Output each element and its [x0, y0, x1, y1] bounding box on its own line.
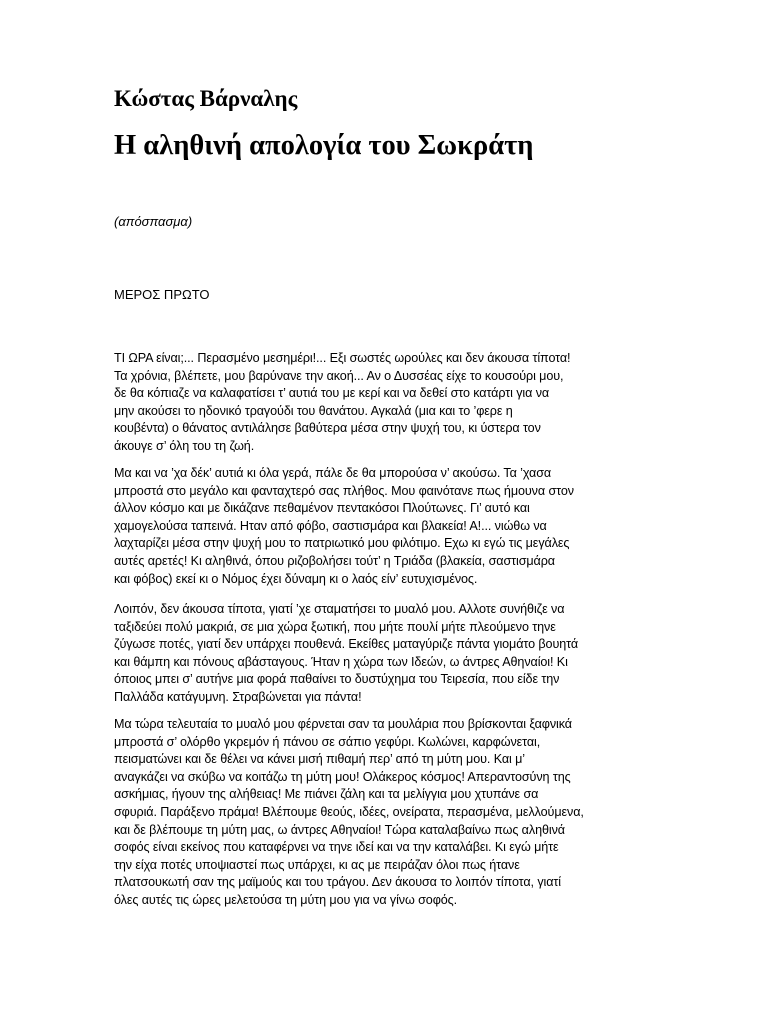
text-line: πλατσουκωτή σαν της μαϊμούς και του τράγου. Δεν άκουσα το λοιπόν τίποτα, γιατί [114, 875, 561, 890]
text-line: ασκήμιας, ήγουν της αλήθειας! Με πιάνει ζάλη και τα μελίγγια μου χτυπάνε σα [114, 787, 539, 802]
document-title: Η αληθινή απολογία του Σωκράτη [114, 130, 534, 161]
text-line: σφυριά. Παράξενο πράμα! Βλέπουμε θεούς, ιδέες, ονείρατα, περασμένα, μελλούμενα, [114, 804, 584, 819]
text-line: όλες αυτές τις ώρες μελετούσα τη μύτη μου για να γίνω σοφός. [114, 892, 458, 907]
paragraph-2 [114, 465, 664, 588]
text-line: Λοιπόν, δεν άκουσα τίποτα, γιατί ’χε σταματήσει το μυαλό μου. Αλλοτε συνήθιζε να [114, 602, 565, 616]
document-subtitle: (απόσπασμα) [114, 214, 193, 229]
text-line: ταξιδεύει πολύ μακριά, σε μια χώρα ξωτική, που μήτε πουλί μήτε πλεούμενο τηνε [114, 619, 556, 634]
text-line: άλλον κόσμο και με δικάζανε πεθαμένον πεντακόσοι Πλούτωνες. Γι’ αυτό και [114, 501, 530, 516]
text-line: και θάμπη και πόνους αβάσταγους. Ήταν η χώρα των Ιδεών, ω άντρες Αθηναίοι! Κι [114, 654, 568, 669]
text-line: ΤΙ ΩΡΑ είναι;... Περασμένο μεσημέρι!... Εξι σωστές ωρούλες και δεν άκουσα τίποτα! [114, 351, 571, 365]
text-line: μην ακούσει το ηδονικό τραγούδι του θανάτου. Αγκαλά (μια και το ’φερε η [114, 403, 513, 418]
paragraph-1 [114, 350, 664, 456]
text-line: πεισματώνει και δε θέλει να κάνει μισή πιθαμή περ’ από τη μύτη μου. Και μ’ [114, 752, 525, 767]
text-line: και δε βλέπουμε τη μύτη μας, ω άντρες Αθηναίοι! Τώρα καταλαβαίνω πως αληθινά [114, 822, 565, 837]
text-line: χαμογελούσα ταπεινά. Ηταν από φόβο, σαστισμάρα και βλακεία! Α!... νιώθω να [114, 518, 547, 533]
text-line: Παλλάδα κατάγυμνη. Στραβώνεται για πάντα! [114, 689, 362, 704]
text-line: μπροστά στο μεγάλο και φανταχτερό σας πλήθος. Μου φαινότανε πως ήμουνα στον [114, 483, 574, 498]
text-line: άκουγε σ’ όλη του τη ζωή. [114, 438, 255, 453]
text-line: Μα τώρα τελευταία το μυαλό μου φέρνεται σαν τα μουλάρια που βρίσκονται ξαφνικά [114, 717, 572, 731]
text-line: αναγκάζει να σκύβω να κοιτάζω τη μύτη μου! Ολάκερος κόσμος! Απεραντοσύνη της [114, 769, 571, 784]
section-heading: ΜΕΡΟΣ ΠΡΩΤΟ [114, 287, 210, 302]
text-line: όποιος μπει σ’ αυτήνε μια φορά παθαίνει το δυστύχημα του Τειρεσία, που είδε την [114, 672, 560, 687]
paragraph-3 [114, 601, 664, 707]
text-line: Τα χρόνια, βλέπετε, μου βαρύνανε την ακοή... Αν ο Δυσσέας είχε το κουσούρι μου, [114, 368, 564, 383]
text-line: και φόβος) εκεί κι ο Νόμος έχει δύναμη κι ο λαός είν’ ευτυχισμένος. [114, 571, 478, 586]
text-line: δε θα κόπιαζε να καλαφατίσει τ’ αυτιά του με κερί και να δεθεί στο κατάρτι για να [114, 386, 550, 401]
text-line: σοφός είναι εκείνος που καταφέρνει να τηνε ιδεί και να την καταλάβει. Κι εγώ μήτε [114, 840, 559, 855]
text-line: μπροστά σ’ ολόρθο γκρεμόν ή πάνου σε σάπιο γεφύρι. Κωλώνει, καρφώνεται, [114, 734, 541, 749]
text-line: Μα και να ’χα δέκ’ αυτιά κι όλα γερά, πάλε δε θα μπορούσα ν’ ακούσω. Τα ’χασα [114, 466, 552, 480]
author-name: Κώστας Βάρναλης [114, 86, 298, 111]
text-line: κουβέντα) ο θάνατος αντιλάλησε βαθύτερα μέσα στην ψυχή του, κι ύστερα τον [114, 421, 541, 436]
text-line: λαχταρίζει μέσα στην ψυχή μου το πατριωτικό μου φιλότιμο. Εχω κι εγώ τις μεγάλες [114, 536, 570, 551]
text-line: αυτές αρετές! Κι αληθινά, όπου ριζοβολήσει τούτ’ η Τριάδα (βλακεία, σαστισμάρα [114, 553, 555, 568]
paragraph-4 [114, 716, 664, 910]
text-line: την είχα ποτές υποψιαστεί πως υπάρχει, κι ας με πειράζαν όλοι πως ήτανε [114, 857, 520, 872]
text-line: ζύγωσε ποτές, γιατί δεν υπάρχει πουθενά. Εκείθες ματαγύριζε πάντα γιομάτο βουητά [114, 637, 579, 652]
